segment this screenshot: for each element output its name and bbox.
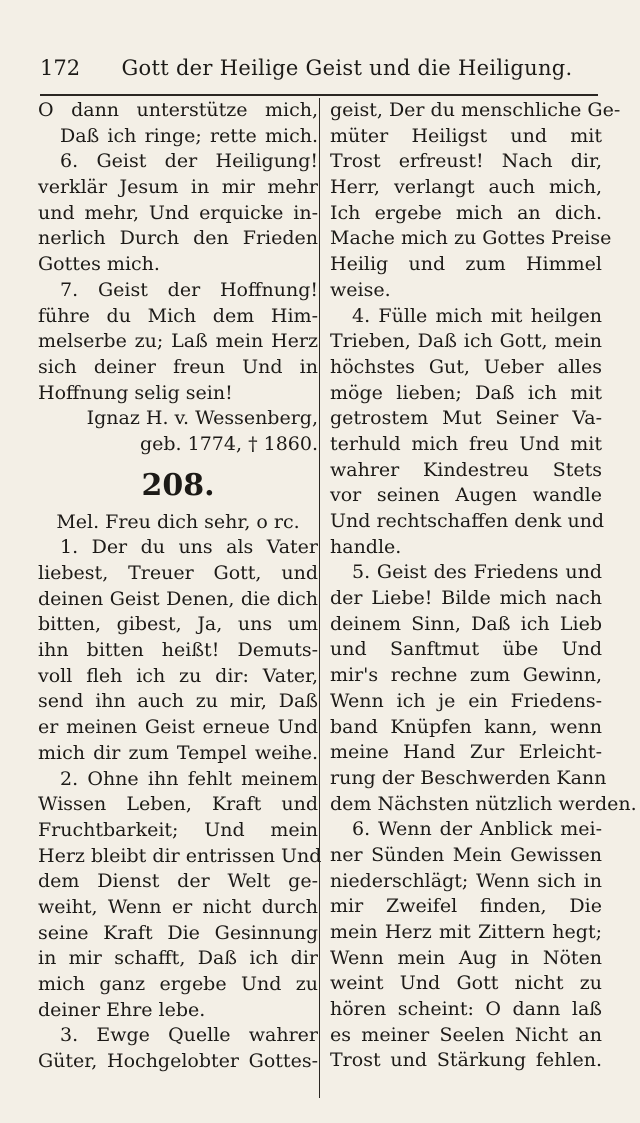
text-line: 3. Ewge Quelle wahrer: [60, 1024, 318, 1047]
text-line: müter Heiligst und mit: [330, 124, 602, 147]
hymn-text-block: [38, 535, 322, 1074]
text-line: send ihn auch zu mir, Daß: [38, 690, 318, 713]
text-line: mich dir zum Tempel weihe.: [38, 741, 318, 764]
text-line: liebest, Treuer Gott, und: [38, 562, 318, 584]
text-line: bitten, gibest, Ja, uns um: [38, 613, 318, 636]
text-line: Mache mich zu Gottes Preise: [330, 227, 612, 250]
text-line: mir's rechne zum Gewinn,: [330, 664, 602, 687]
text-line: Wenn ich je ein Friedens-: [330, 689, 602, 712]
text-line: ihn bitten heißt! Demuts-: [38, 639, 318, 662]
text-line: Ignaz H. v. Wessenberg,: [86, 407, 318, 430]
text-line: Wissen Leben, Kraft und: [38, 793, 318, 816]
right-text-block: [330, 98, 637, 1074]
column-divider: [319, 98, 320, 1098]
text-line: mir Zweifel finden, Die: [330, 895, 602, 918]
text-line: Und rechtschaffen denk und: [330, 510, 605, 532]
text-line: weint Und Gott nicht zu: [330, 972, 602, 995]
text-line: 1. Der du uns als Vater: [60, 536, 318, 559]
text-line: vor seinen Augen wandle: [330, 484, 602, 507]
text-line: geb. 1774, † 1860.: [139, 432, 318, 455]
text-line: handle.: [330, 535, 402, 558]
text-line: Trost und Stärkung fehlen.: [330, 1049, 602, 1072]
text-line: 5. Geist des Friedens und: [352, 561, 602, 584]
text-line: mich ganz ergebe Und zu: [38, 973, 318, 995]
text-line: höchstes Gut, Ueber alles: [330, 355, 602, 378]
text-line: melserbe zu; Laß mein Herz: [38, 330, 318, 353]
melody-line: Mel. Freu dich sehr, o rc.: [56, 510, 300, 533]
text-line: terhuld mich freu Und mit: [330, 432, 602, 455]
left-text-block: [38, 98, 318, 458]
text-line: 2. Ohne ihn fehlt meinem: [60, 767, 318, 790]
text-line: und Sanftmut übe Und: [330, 638, 602, 661]
text-line: hören scheint: O dann laß: [330, 998, 602, 1021]
text-line: band Knüpfen kann, wenn: [330, 715, 602, 738]
text-line: Herz bleibt dir entrissen Und: [38, 844, 322, 867]
text-line: 6. Geist der Heiligung!: [60, 150, 318, 173]
text-line: rung der Beschwerden Kann: [330, 766, 607, 789]
page-number: 172: [40, 56, 81, 80]
text-line: sich deiner freun Und in: [38, 355, 318, 378]
text-line: geist, Der du menschliche Ge-: [330, 99, 621, 121]
text-line: Daß ich ringe; rette mich.: [60, 124, 318, 147]
text-line: möge lieben; Daß ich mit: [330, 381, 602, 404]
text-line: deiner Ehre lebe.: [38, 998, 206, 1021]
text-line: meine Hand Zur Erleicht-: [330, 741, 602, 764]
text-line: nerlich Durch den Frieden: [38, 227, 318, 250]
text-line: mein Herz mit Zittern hegt;: [330, 921, 602, 943]
text-line: 6. Wenn der Anblick mei-: [352, 818, 602, 841]
text-line: voll fleh ich zu dir: Vater,: [38, 664, 318, 687]
text-line: O dann unterstütze mich,: [38, 99, 318, 121]
text-line: Gottes mich.: [38, 253, 160, 276]
text-line: Ich ergebe mich an dich.: [330, 201, 602, 224]
text-line: weise.: [330, 278, 391, 301]
header-rule: [40, 94, 598, 96]
text-line: Heilig und zum Himmel: [330, 253, 602, 276]
text-line: Wenn mein Aug in Nöten: [330, 946, 602, 969]
text-line: weiht, Wenn er nicht durch: [38, 895, 318, 918]
right-column: [330, 98, 637, 1074]
hymn-number: 208.: [141, 467, 215, 503]
text-line: getrostem Mut Seiner Va-: [330, 407, 602, 430]
text-line: 4. Fülle mich mit heilgen: [352, 304, 602, 327]
running-title: Gott der Heilige Geist und die Heiligung.: [121, 56, 573, 80]
text-line: Trieben, Daß ich Gott, mein: [330, 330, 602, 353]
text-line: deinem Sinn, Daß ich Lieb: [330, 612, 602, 635]
text-line: dem Nächsten nützlich werden.: [330, 792, 637, 815]
text-line: Herr, verlangt auch mich,: [330, 176, 602, 199]
text-line: deinen Geist Denen, die dich: [38, 587, 318, 610]
text-line: Trost erfreust! Nach dir,: [330, 150, 602, 173]
text-line: Hoffnung selig sein!: [38, 381, 233, 404]
text-line: ner Sünden Mein Gewissen: [330, 843, 602, 866]
text-line: und mehr, Und erquicke in-: [38, 201, 318, 224]
text-line: seine Kraft Die Gesinnung: [38, 921, 318, 944]
text-line: dem Dienst der Welt ge-: [38, 870, 318, 893]
text-line: Fruchtbarkeit; Und mein: [38, 818, 318, 841]
text-line: in mir schafft, Daß ich dir: [38, 947, 318, 970]
text-line: niederschlägt; Wenn sich in: [330, 869, 602, 892]
text-line: verklär Jesum in mir mehr: [38, 176, 318, 199]
page-header: [40, 56, 600, 80]
text-line: er meinen Geist erneue Und: [38, 716, 318, 739]
text-line: es meiner Seelen Nicht an: [330, 1023, 602, 1046]
text-line: führe du Mich dem Him-: [38, 304, 318, 327]
text-line: 7. Geist der Hoffnung!: [60, 278, 318, 301]
text-line: der Liebe! Bilde mich nach: [330, 587, 602, 610]
text-line: wahrer Kindestreu Stets: [330, 458, 602, 481]
text-line: Güter, Hochgelobter Gottes-: [38, 1050, 318, 1073]
left-column: [38, 98, 322, 1075]
